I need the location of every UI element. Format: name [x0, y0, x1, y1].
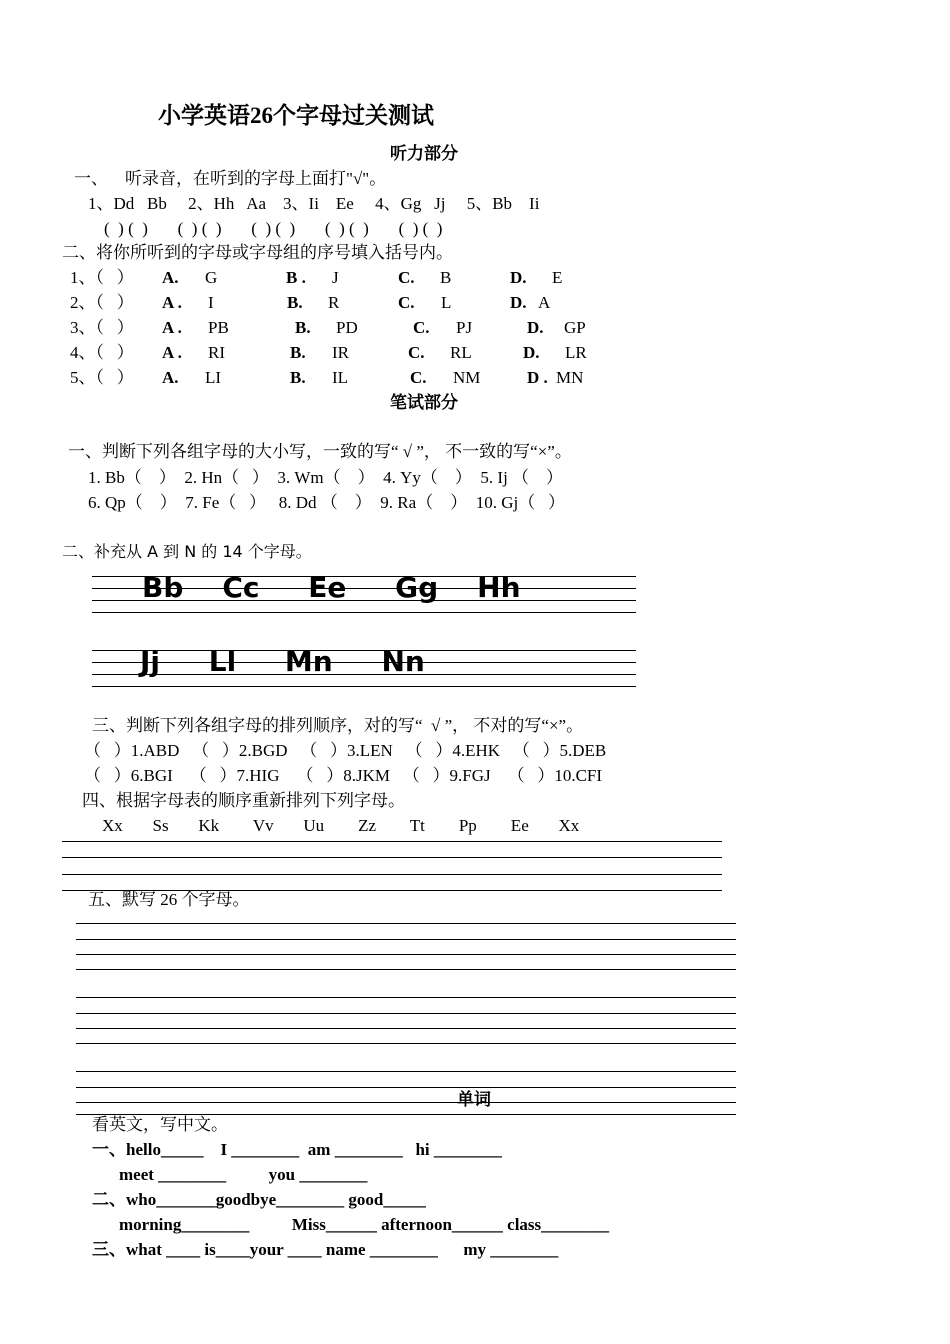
q2-row-3-a-lbl: A . [162, 318, 182, 337]
written-q1-text: 一、判断下列各组字母的大小写，一致的写“ √ ”， 不一致的写“×”。 [68, 442, 572, 461]
q2-row-5-num: 5、（ ） [70, 368, 134, 387]
q2-row-5-c-lbl: C. [410, 368, 427, 387]
q2-row-4-d: LR [565, 343, 587, 362]
words-line-1: 一、hello_____ I ________ am ________ hi ________ [92, 1140, 502, 1159]
q2-row-5-c: NM [453, 368, 481, 387]
q2-row-2-num: 2、（ ） [70, 293, 134, 312]
q2-row-2-b-lbl: B. [287, 293, 303, 312]
q2-row-2-a-lbl: A . [162, 293, 182, 312]
q2-row-2-d-lbl: D. [510, 293, 527, 312]
q2-row-4-b-lbl: B. [290, 343, 306, 362]
written-heading: 笔试部分 [390, 393, 458, 412]
q2-row-3-c-lbl: C. [413, 318, 430, 337]
written-q3-row1: （ ）1.ABD （ ）2.BGD （ ）3.LEN （ ）4.EHK （ ）5.DEB [84, 741, 607, 760]
q2-row-1-a: G [205, 268, 218, 287]
q2-row-5-b: IL [332, 368, 349, 387]
written-q1-row1: 1. Bb（ ） 2. Hn（ ） 3. Wm（ ） 4. Yy（ ） 5. Ij （ ） [88, 468, 564, 487]
q2-row-1-c: B [440, 268, 452, 287]
words-line-3: 二、who_______goodbye________ good_____ [92, 1190, 426, 1209]
q2-row-5-d: MN [556, 368, 584, 387]
words-line-4: morning________ Miss______ afternoon______ class________ [119, 1215, 610, 1234]
q2-row-3-d-lbl: D. [527, 318, 544, 337]
q2-row-4-c-lbl: C. [408, 343, 425, 362]
q2-row-3-c: PJ [456, 318, 473, 337]
written-q3-text: 三、判断下列各组字母的排列顺序，对的写“ √ ”， 不对的写“×”。 [92, 716, 584, 735]
q2-row-1-c-lbl: C. [398, 268, 415, 287]
words-line-2: meet ________ you ________ [119, 1165, 368, 1184]
listening-q2-text: 二、将你所听到的字母或字母组的序号填入括号内。 [62, 243, 453, 262]
listening-heading: 听力部分 [390, 144, 458, 163]
listening-q1-items: 1、Dd Bb 2、Hh Aa 3、Ii Ee 4、Gg Jj 5、Bb Ii [88, 194, 540, 213]
q2-row-1-d-lbl: D. [510, 268, 527, 287]
q2-row-1-b: J [332, 268, 339, 287]
q2-row-4-num: 4、（ ） [70, 343, 134, 362]
q2-row-5-b-lbl: B. [290, 368, 306, 387]
q2-row-1-a-lbl: A. [162, 268, 179, 287]
listening-q1-text: 一、 听录音，在听到的字母上面打"√"。 [74, 169, 387, 188]
q2-row-4-c: RL [450, 343, 472, 362]
q2-row-4-b: IR [332, 343, 349, 362]
written-q4-letters: Xx Ss Kk Vv Uu Zz Tt Pp Ee Xx [102, 816, 580, 835]
written-q2-letters-1: Bb Cc Ee Gg Hh [142, 571, 521, 604]
q2-row-4-a-lbl: A . [162, 343, 182, 362]
q2-row-1-b-lbl: B . [286, 268, 306, 287]
q2-row-3-b: PD [336, 318, 358, 337]
written-q1-row2: 6. Qp（ ） 7. Fe（ ） 8. Dd （ ） 9. Ra（ ） 10. Gj（ ） [88, 493, 565, 512]
written-q2-letters-2: Jj Ll Mn Nn [140, 645, 425, 678]
q2-row-3-num: 3、（ ） [70, 318, 134, 337]
q2-row-4-a: RI [208, 343, 225, 362]
words-line-5: 三、what ____ is____your ____ name ________ my ________ [92, 1240, 559, 1259]
page-title: 小学英语26个字母过关测试 [158, 103, 434, 128]
words-instruction: 看英文，写中文。 [92, 1115, 228, 1134]
q2-row-3-d: GP [564, 318, 586, 337]
q2-row-5-a-lbl: A. [162, 368, 179, 387]
q2-row-2-d: A [538, 293, 551, 312]
words-heading: 单词 [457, 1090, 491, 1109]
q2-row-2-b: R [328, 293, 340, 312]
q2-row-1-num: 1、（ ） [70, 268, 134, 287]
q2-row-3-a: PB [208, 318, 229, 337]
written-q4-text: 四、根据字母表的顺序重新排列下列字母。 [82, 791, 405, 810]
q2-row-5-d-lbl: D . [527, 368, 548, 387]
q2-row-3-b-lbl: B. [295, 318, 311, 337]
q2-row-4-d-lbl: D. [523, 343, 540, 362]
listening-q1-brackets: ( ) ( ) ( ) ( ) ( ) ( ) ( ) ( ) ( ) ( ) [104, 219, 443, 238]
q2-row-2-a: I [208, 293, 214, 312]
q2-row-1-d: E [552, 268, 563, 287]
written-q3-row2: （ ）6.BGI （ ）7.HIG （ ）8.JKM （ ）9.FGJ （ ）10.CFI [84, 766, 603, 785]
q2-row-5-a: LI [205, 368, 222, 387]
written-q5-text: 五、默写 26 个字母。 [88, 890, 250, 909]
q2-row-2-c: L [441, 293, 452, 312]
written-q2-text: 二、补充从 A 到 N 的 14 个字母。 [62, 542, 312, 561]
q2-row-2-c-lbl: C. [398, 293, 415, 312]
